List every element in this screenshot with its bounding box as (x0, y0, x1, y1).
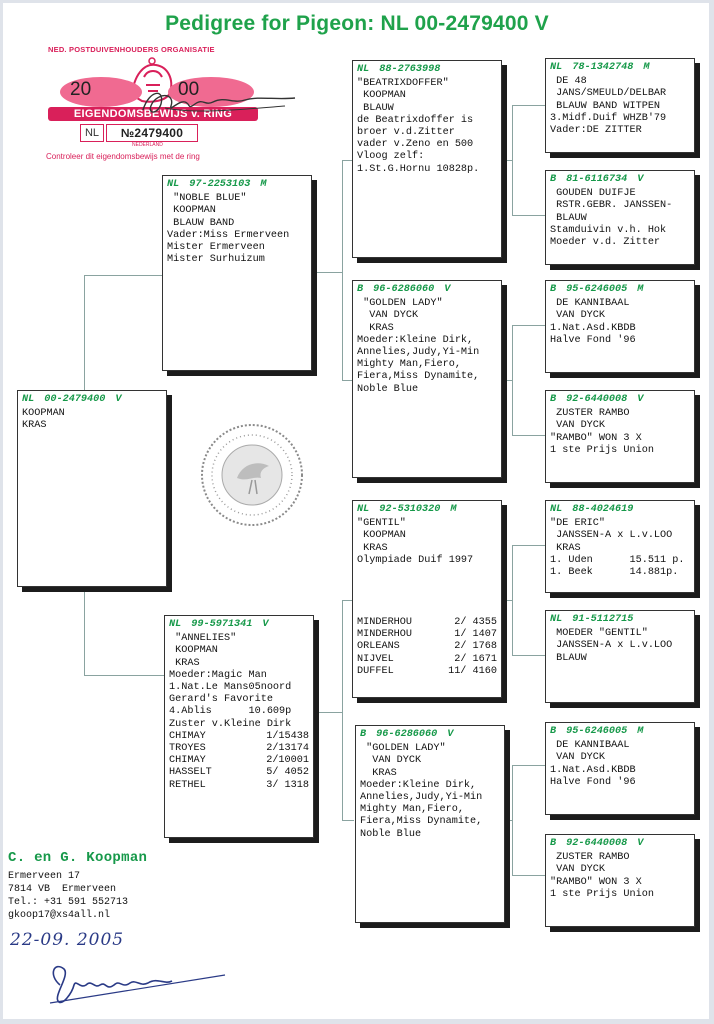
ring-number: 96-6286060 (376, 729, 438, 740)
sex-marker: M (643, 62, 650, 73)
pigeon-line: VAN DYCK (357, 310, 419, 322)
ring-number: 92-5310320 (379, 504, 441, 515)
sex-marker: M (450, 504, 457, 515)
pigeon-line: Mighty Man,Fiero, (357, 359, 461, 371)
connector-line (512, 655, 546, 656)
pigeon-line: "BEATRIXDOFFER" (357, 78, 449, 90)
pigeon-line: 1 ste Prijs Union (550, 888, 654, 900)
ring-number: 95-6246005 (566, 284, 628, 295)
pigeon-line: KOOPMAN (169, 645, 218, 657)
result-rank: 2/ 4355 (454, 617, 497, 629)
connector-line (512, 325, 546, 326)
ring-prefix: B (550, 838, 557, 849)
connector-line (342, 820, 354, 821)
connector-line (502, 380, 512, 381)
pigeon-line: Mighty Man,Fiero, (360, 804, 464, 816)
owner-info (8, 850, 147, 922)
pigeon-line: KRAS (169, 657, 200, 669)
pigeon-line: BLAUW (550, 212, 587, 224)
result-rank: 11/ 4160 (448, 665, 497, 677)
ring-prefix: NL (169, 619, 182, 630)
pigeon-line: Annelies,Judy,Yi-Min (357, 347, 480, 359)
page-title: Pedigree for Pigeon: NL 00-2479400 V (165, 12, 549, 35)
result-rank: 2/ 1768 (454, 641, 497, 653)
sex-marker: V (637, 174, 644, 185)
pigeon-line: KOOPMAN (357, 90, 406, 102)
connector-line (84, 675, 164, 676)
pigeon-card-dam (164, 615, 314, 838)
pigeon-line: BLAUW (357, 102, 394, 114)
pigeon-line: 1.Nat.Asd.KBDB (550, 322, 636, 334)
ring-number: 91-5112715 (572, 614, 634, 625)
official-seal-icon (197, 420, 307, 530)
ring-prefix: B (550, 174, 557, 185)
ring-number: №2479400 (106, 124, 198, 142)
connector-line (512, 325, 513, 435)
connector-line (512, 765, 546, 766)
pigeon-line: BLAUW (550, 652, 587, 664)
connector-line (342, 160, 343, 380)
ring-prefix: NL (550, 62, 563, 73)
connector-line (512, 105, 513, 215)
pigeon-line: Noble Blue (357, 383, 419, 395)
pigeon-line: VAN DYCK (550, 420, 606, 432)
ring-prefix: B (550, 284, 557, 295)
result-rank: 5/ 4052 (266, 767, 309, 779)
connector-line (512, 215, 546, 216)
pigeon-line: KRAS (22, 420, 47, 432)
owner-name: C. en G. Koopman (8, 850, 148, 866)
pigeon-line: BLAUW BAND WITPEN (550, 100, 661, 112)
pigeon-line: "ANNELIES" (169, 633, 237, 645)
pigeon-line: Moeder:Kleine Dirk, (357, 334, 474, 346)
pigeon-card-sds (545, 280, 695, 373)
pigeon-card-dsd (545, 610, 695, 703)
pigeon-card-dss (545, 500, 695, 593)
ring-country: NL (80, 124, 104, 142)
pigeon-line: 1.Nat.Asd.KBDB (550, 764, 636, 776)
pigeon-line: Mister Ermerveen (167, 242, 265, 254)
pigeon-card-sire-dam (352, 280, 502, 478)
connector-line (512, 875, 546, 876)
year-right: 00 (178, 79, 200, 100)
owner-address-line: Ermerveen 17 (8, 871, 81, 882)
sex-marker: M (637, 726, 644, 737)
pigeon-line: broer v.d.Zitter (357, 127, 455, 139)
organisation-name: NED. POSTDUIVENHOUDERS ORGANISATIE (48, 45, 215, 54)
signature-date: 22-09. 2005 (10, 930, 125, 950)
pigeon-line: ZUSTER RAMBO (550, 852, 630, 864)
pigeon-line: ZUSTER RAMBO (550, 408, 630, 420)
ring-prefix: NL (357, 504, 370, 515)
pigeon-line: Stamduivin v.h. Hok (550, 224, 667, 236)
pigeon-line: MOEDER "GENTIL" (550, 628, 648, 640)
connector-line (502, 600, 512, 601)
ring-number: 99-5971341 (191, 619, 253, 630)
pigeon-line: VAN DYCK (550, 752, 606, 764)
control-note: Controleer dit eigendomsbewijs met de ring (46, 152, 200, 161)
connector-line (84, 275, 85, 390)
connector-line (342, 600, 343, 820)
pigeon-line: Gerard's Favorite (169, 694, 273, 706)
result-rank: 1/ 1407 (454, 629, 497, 641)
result-rank: 2/10001 (266, 755, 309, 767)
sex-marker: V (637, 394, 644, 405)
pigeon-line: VAN DYCK (550, 864, 606, 876)
ring-number: 92-6440008 (566, 838, 628, 849)
ring-prefix: B (357, 284, 364, 295)
sex-marker: M (637, 284, 644, 295)
connector-line (512, 765, 513, 875)
pigeon-line: KRAS (550, 542, 581, 554)
connector-line (512, 545, 513, 655)
connector-line (84, 587, 85, 675)
connector-line (312, 272, 342, 273)
year-left: 20 (70, 79, 92, 100)
result-place: HASSELT (169, 767, 212, 779)
pigeon-card-ddd (545, 834, 695, 927)
sex-marker: V (637, 838, 644, 849)
pigeon-line: "NOBLE BLUE" (167, 193, 247, 205)
pigeon-line: 1.St.G.Hornu 10828p. (357, 163, 480, 175)
signature-top (135, 80, 305, 125)
result-place: CHIMAY (169, 730, 206, 742)
pigeon-card-main (17, 390, 167, 587)
pigeon-line: Vader:DE ZITTER (550, 125, 642, 137)
pigeon-line: Mister Surhuizum (167, 254, 265, 266)
pigeon-line: Fiera,Miss Dynamite, (360, 816, 483, 828)
pigeon-line: BLAUW BAND (167, 217, 235, 229)
pigeon-line: VAN DYCK (360, 755, 422, 767)
ring-prefix: B (550, 726, 557, 737)
pigeon-line: DE KANNIBAAL (550, 298, 630, 310)
pigeon-line: DE KANNIBAAL (550, 740, 630, 752)
ring-number: 96-6286060 (373, 284, 435, 295)
result-place: DUFFEL (357, 665, 394, 677)
result-place: TROYES (169, 743, 206, 755)
ring-prefix: B (360, 729, 367, 740)
pigeon-line: JANSSEN-A x L.v.LOO (550, 640, 673, 652)
pigeon-line: KOOPMAN (22, 408, 65, 420)
pigeon-line: Vader:Miss Ermerveen (167, 229, 290, 241)
race-results (169, 731, 309, 792)
owner-email: gkoop17@xs4all.nl (8, 910, 111, 921)
certificate-band-text: EIGENDOMSBEWIJS v. RING (73, 108, 233, 120)
pigeon-line: 1 ste Prijs Union (550, 444, 654, 456)
ring-number: 88-2763998 (379, 64, 441, 75)
owner-phone: Tel.: +31 591 552713 (8, 897, 129, 908)
ring-number: 00-2479400 (44, 394, 106, 405)
pigeon-line: Halve Fond '96 (550, 776, 636, 788)
ring-prefix: NL (357, 64, 370, 75)
ring-number: 95-6246005 (566, 726, 628, 737)
ring-country-small: NEDERLAND (132, 142, 163, 148)
pigeon-card-sdd (545, 390, 695, 483)
result-place: RETHEL (169, 779, 206, 791)
pigeon-line: KOOPMAN (167, 205, 216, 217)
result-rank: 3/ 1318 (266, 779, 309, 791)
result-rank: 2/13174 (266, 743, 309, 755)
result-rank: 2/ 1671 (454, 653, 497, 665)
pigeon-line: 4.Ablis 10.609p (169, 706, 292, 718)
pigeon-line: Moeder:Kleine Dirk, (360, 779, 477, 791)
ring-number: 78-1342748 (572, 62, 634, 73)
sex-marker: V (444, 284, 451, 295)
pigeon-line: GOUDEN DUIFJE (550, 188, 636, 200)
pigeon-line: Fiera,Miss Dynamite, (357, 371, 480, 383)
pigeon-card-sss (545, 58, 695, 153)
pigeon-line: Vloog zelf: (357, 151, 425, 163)
pigeon-card-ssd (545, 170, 695, 265)
result-place: CHIMAY (169, 755, 206, 767)
pigeon-line: vader v.Zeno en 500 (357, 139, 474, 151)
pigeon-line: de Beatrixdoffer is (357, 114, 474, 126)
sex-marker: V (115, 394, 122, 405)
ring-prefix: B (550, 394, 557, 405)
ring-prefix: NL (550, 504, 563, 515)
connector-line (512, 545, 546, 546)
race-results (357, 617, 497, 678)
pigeon-line: Moeder:Magic Man (169, 669, 267, 681)
ring-prefix: NL (167, 179, 180, 190)
pigeon-line: Noble Blue (360, 828, 422, 840)
pigeon-card-dds (545, 722, 695, 815)
pigeon-line: RSTR.GEBR. JANSSEN- (550, 200, 673, 212)
pigeon-line: DE 48 (550, 76, 587, 88)
signature-bottom (40, 955, 230, 1010)
ring-prefix: NL (22, 394, 35, 405)
sex-marker: M (260, 179, 267, 190)
pigeon-line: Olympiade Duif 1997 (357, 554, 474, 566)
ring-number: 81-6116734 (566, 174, 628, 185)
pigeon-line: KRAS (357, 322, 394, 334)
sex-marker: V (262, 619, 269, 630)
pigeon-line: "RAMBO" WON 3 X (550, 876, 642, 888)
pigeon-line: 1. Beek 14.881p. (550, 567, 679, 579)
pigeon-line: Moeder v.d. Zitter (550, 237, 661, 249)
ring-number: 88-4024619 (572, 504, 634, 515)
pigeon-line: KRAS (360, 767, 397, 779)
pigeon-line: JANSSEN-A x L.v.LOO (550, 530, 673, 542)
pigeon-line: VAN DYCK (550, 310, 606, 322)
pigeon-line: "DE ERIC" (550, 518, 606, 530)
sex-marker: V (447, 729, 454, 740)
pigeon-line: KRAS (357, 542, 388, 554)
connector-line (512, 105, 546, 106)
pigeon-card-sire (162, 175, 312, 371)
connector-line (502, 160, 512, 161)
result-rank: 1/15438 (266, 730, 309, 742)
pigeon-card-dam-dam (355, 725, 505, 923)
pigeon-line: KOOPMAN (357, 530, 406, 542)
pigeon-line: "GOLDEN LADY" (360, 743, 446, 755)
ring-prefix: NL (550, 614, 563, 625)
pigeon-line: Zuster v.Kleine Dirk (169, 718, 292, 730)
pigeon-card-sire-sire (352, 60, 502, 258)
result-place: MINDERHOU (357, 629, 413, 641)
connector-line (512, 435, 546, 436)
pigeon-line: "GENTIL" (357, 518, 406, 530)
result-place: NIJVEL (357, 653, 394, 665)
connector-line (312, 712, 342, 713)
pigeon-line: 1.Nat.Le Mans05noord (169, 682, 292, 694)
ring-number: 97-2253103 (189, 179, 251, 190)
result-place: MINDERHOU (357, 617, 413, 629)
pigeon-line: 3.Midf.Duif WHZB'79 (550, 112, 667, 124)
pigeon-line: "GOLDEN LADY" (357, 298, 443, 310)
connector-line (84, 275, 164, 276)
pigeon-line: Annelies,Judy,Yi-Min (360, 792, 483, 804)
owner-address-line: 7814 VB Ermerveen (8, 884, 117, 895)
pigeon-line: 1. Uden 15.511 p. (550, 554, 685, 566)
pigeon-line: "RAMBO" WON 3 X (550, 432, 642, 444)
ring-number: 92-6440008 (566, 394, 628, 405)
result-place: ORLEANS (357, 641, 400, 653)
pigeon-card-dam-sire (352, 500, 502, 698)
pigeon-line: JANS/SMEULD/DELBAR (550, 88, 667, 100)
pigeon-line: Halve Fond '96 (550, 334, 636, 346)
